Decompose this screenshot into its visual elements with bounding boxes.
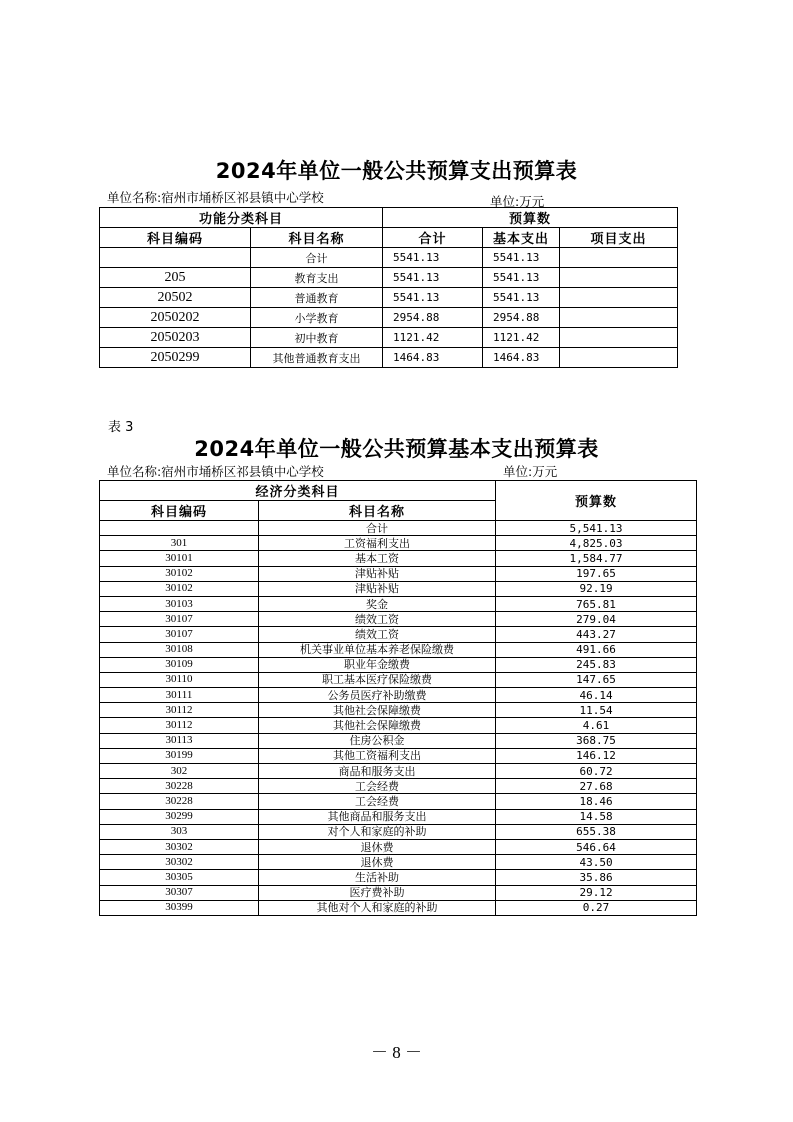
subject-code-cell: 30302 xyxy=(100,839,259,854)
budget-amount-cell: 5,541.13 xyxy=(496,521,697,536)
table-row xyxy=(100,703,697,718)
subject-name-cell: 机关事业单位基本养老保险缴费 xyxy=(259,642,496,657)
table-row xyxy=(100,885,697,900)
budget-amount-header: 预算数 xyxy=(496,481,697,521)
budget-amount-cell: 4.61 xyxy=(496,718,697,733)
basic-expenditure-cell: 5541.13 xyxy=(483,268,560,288)
subject-code-cell: 303 xyxy=(100,824,259,839)
table-row xyxy=(100,870,697,885)
subject-name-cell: 普通教育 xyxy=(251,288,383,308)
table-row xyxy=(100,536,697,551)
basic-expenditure-budget-table xyxy=(99,480,697,916)
total-cell: 2954.88 xyxy=(383,308,483,328)
subject-name-cell: 工资福利支出 xyxy=(259,536,496,551)
subject-name-cell: 其他社会保障缴费 xyxy=(259,718,496,733)
budget-amount-cell: 35.86 xyxy=(496,870,697,885)
table-row xyxy=(100,288,678,308)
subject-code-header: 科目编码 xyxy=(100,228,251,248)
total-header: 合计 xyxy=(383,228,483,248)
subject-name-cell: 工会经费 xyxy=(259,779,496,794)
budget-amount-cell: 46.14 xyxy=(496,688,697,703)
table-row xyxy=(100,718,697,733)
project-expenditure-cell xyxy=(560,308,678,328)
subject-code-cell: 30107 xyxy=(100,612,259,627)
project-expenditure-cell xyxy=(560,288,678,308)
table-row xyxy=(100,627,697,642)
subject-name-cell: 生活补助 xyxy=(259,870,496,885)
table-row xyxy=(100,779,697,794)
basic-expenditure-cell: 5541.13 xyxy=(483,248,560,268)
budget-amount-cell: 14.58 xyxy=(496,809,697,824)
subject-code-cell: 20502 xyxy=(100,288,251,308)
budget-amount-cell: 655.38 xyxy=(496,824,697,839)
subject-name-cell: 职业年金缴费 xyxy=(259,657,496,672)
table-row xyxy=(100,642,697,657)
table2-unit-name: 单位名称:宿州市埇桥区祁县镇中心学校 xyxy=(107,464,324,479)
subject-code-cell: 30307 xyxy=(100,885,259,900)
table-row xyxy=(100,794,697,809)
budget-amount-cell: 368.75 xyxy=(496,733,697,748)
budget-amount-cell: 11.54 xyxy=(496,703,697,718)
subject-code-cell: 30102 xyxy=(100,566,259,581)
table2-unit: 单位:万元 xyxy=(503,464,558,479)
subject-code-cell: 2050202 xyxy=(100,308,251,328)
subject-name-cell: 其他社会保障缴费 xyxy=(259,703,496,718)
subject-name-cell: 其他对个人和家庭的补助 xyxy=(259,900,496,915)
table1-title: 2024年单位一般公共预算支出预算表 xyxy=(215,159,578,183)
subject-code-cell: 30302 xyxy=(100,855,259,870)
table-row xyxy=(100,855,697,870)
table-row xyxy=(100,268,678,288)
total-cell: 5541.13 xyxy=(383,288,483,308)
subject-name-cell: 退休费 xyxy=(259,855,496,870)
subject-name-cell: 合计 xyxy=(259,521,496,536)
budget-amount-cell: 197.65 xyxy=(496,566,697,581)
subject-code-cell: 2050299 xyxy=(100,348,251,368)
basic-expenditure-cell: 1121.42 xyxy=(483,328,560,348)
subject-name-cell: 绩效工资 xyxy=(259,627,496,642)
subject-code-cell: 30112 xyxy=(100,718,259,733)
general-public-budget-expenditure-table xyxy=(99,207,678,368)
subject-name-cell: 职工基本医疗保险缴费 xyxy=(259,672,496,687)
subject-code-cell: 302 xyxy=(100,764,259,779)
total-cell: 1121.42 xyxy=(383,328,483,348)
subject-code-cell: 30111 xyxy=(100,688,259,703)
subject-name-cell: 合计 xyxy=(251,248,383,268)
subject-code-cell: 30107 xyxy=(100,627,259,642)
project-expenditure-cell xyxy=(560,348,678,368)
table-row xyxy=(100,566,697,581)
budget-amount-cell: 60.72 xyxy=(496,764,697,779)
table-row xyxy=(100,748,697,763)
project-expenditure-cell xyxy=(560,328,678,348)
basic-expenditure-cell: 2954.88 xyxy=(483,308,560,328)
budget-amount-cell: 4,825.03 xyxy=(496,536,697,551)
subject-name-cell: 教育支出 xyxy=(251,268,383,288)
subject-name-cell: 其他工资福利支出 xyxy=(259,748,496,763)
basic-expenditure-cell: 5541.13 xyxy=(483,288,560,308)
table-row xyxy=(100,672,697,687)
subject-code-cell: 30108 xyxy=(100,642,259,657)
budget-amount-cell: 147.65 xyxy=(496,672,697,687)
subject-code-cell: 30102 xyxy=(100,581,259,596)
table-row xyxy=(100,688,697,703)
table-row xyxy=(100,521,697,536)
subject-name-cell: 商品和服务支出 xyxy=(259,764,496,779)
budget-amount-header: 预算数 xyxy=(383,208,678,228)
subject-name-cell: 医疗费补助 xyxy=(259,885,496,900)
total-cell: 1464.83 xyxy=(383,348,483,368)
subject-code-cell: 30299 xyxy=(100,809,259,824)
subject-name-header: 科目名称 xyxy=(251,228,383,248)
subject-name-cell: 津贴补贴 xyxy=(259,566,496,581)
subject-code-cell: 30113 xyxy=(100,733,259,748)
table-row xyxy=(100,348,678,368)
budget-amount-cell: 27.68 xyxy=(496,779,697,794)
basic-expenditure-cell: 1464.83 xyxy=(483,348,560,368)
budget-amount-cell: 765.81 xyxy=(496,596,697,611)
subject-code-cell: 205 xyxy=(100,268,251,288)
table1-unit-name: 单位名称:宿州市埇桥区祁县镇中心学校 xyxy=(107,190,324,205)
subject-code-cell: 30109 xyxy=(100,657,259,672)
budget-amount-cell: 546.64 xyxy=(496,839,697,854)
budget-amount-cell: 29.12 xyxy=(496,885,697,900)
subject-code-cell: 30305 xyxy=(100,870,259,885)
table-row xyxy=(100,612,697,627)
subject-code-cell: 30110 xyxy=(100,672,259,687)
table-row xyxy=(100,809,697,824)
table2-title: 2024年单位一般公共预算基本支出预算表 xyxy=(194,437,599,461)
total-cell: 5541.13 xyxy=(383,268,483,288)
table-row xyxy=(100,657,697,672)
subject-name-cell: 初中教育 xyxy=(251,328,383,348)
subject-code-cell: 30228 xyxy=(100,794,259,809)
budget-amount-cell: 18.46 xyxy=(496,794,697,809)
subject-name-cell: 基本工资 xyxy=(259,551,496,566)
table-row xyxy=(100,900,697,915)
budget-amount-cell: 443.27 xyxy=(496,627,697,642)
subject-name-cell: 公务员医疗补助缴费 xyxy=(259,688,496,703)
subject-code-cell: 30101 xyxy=(100,551,259,566)
table-row xyxy=(100,839,697,854)
table-row xyxy=(100,551,697,566)
subject-name-cell: 其他商品和服务支出 xyxy=(259,809,496,824)
subject-name-cell: 住房公积金 xyxy=(259,733,496,748)
table-row xyxy=(100,824,697,839)
project-expenditure-cell xyxy=(560,268,678,288)
table-row xyxy=(100,248,678,268)
economic-classification-header: 经济分类科目 xyxy=(100,481,496,501)
budget-amount-cell: 0.27 xyxy=(496,900,697,915)
subject-code-cell: 30199 xyxy=(100,748,259,763)
subject-code-cell: 2050203 xyxy=(100,328,251,348)
subject-code-cell: 301 xyxy=(100,536,259,551)
project-expenditure-cell xyxy=(560,248,678,268)
subject-name-header: 科目名称 xyxy=(259,501,496,521)
budget-amount-cell: 43.50 xyxy=(496,855,697,870)
budget-amount-cell: 279.04 xyxy=(496,612,697,627)
functional-classification-header: 功能分类科目 xyxy=(100,208,383,228)
page-number: － 8 － xyxy=(371,1043,422,1062)
basic-expenditure-header: 基本支出 xyxy=(483,228,560,248)
subject-name-cell: 对个人和家庭的补助 xyxy=(259,824,496,839)
table-row xyxy=(100,308,678,328)
subject-code-cell: 30399 xyxy=(100,900,259,915)
budget-amount-cell: 491.66 xyxy=(496,642,697,657)
subject-name-cell: 小学教育 xyxy=(251,308,383,328)
subject-name-cell: 奖金 xyxy=(259,596,496,611)
subject-name-cell: 津贴补贴 xyxy=(259,581,496,596)
budget-amount-cell: 146.12 xyxy=(496,748,697,763)
subject-name-cell: 退休费 xyxy=(259,839,496,854)
table-row xyxy=(100,733,697,748)
table1-unit: 单位:万元 xyxy=(490,194,545,209)
project-expenditure-header: 项目支出 xyxy=(560,228,678,248)
budget-amount-cell: 245.83 xyxy=(496,657,697,672)
table-number-label: 表 3 xyxy=(108,420,134,435)
table-row xyxy=(100,764,697,779)
subject-code-cell xyxy=(100,521,259,536)
subject-code-cell: 30228 xyxy=(100,779,259,794)
subject-name-cell: 绩效工资 xyxy=(259,612,496,627)
budget-amount-cell: 1,584.77 xyxy=(496,551,697,566)
total-cell: 5541.13 xyxy=(383,248,483,268)
budget-amount-cell: 92.19 xyxy=(496,581,697,596)
subject-name-cell: 其他普通教育支出 xyxy=(251,348,383,368)
subject-code-cell: 30112 xyxy=(100,703,259,718)
subject-code-header: 科目编码 xyxy=(100,501,259,521)
subject-name-cell: 工会经费 xyxy=(259,794,496,809)
table-row xyxy=(100,328,678,348)
subject-code-cell: 30103 xyxy=(100,596,259,611)
table-row xyxy=(100,581,697,596)
table-row xyxy=(100,596,697,611)
subject-code-cell xyxy=(100,248,251,268)
